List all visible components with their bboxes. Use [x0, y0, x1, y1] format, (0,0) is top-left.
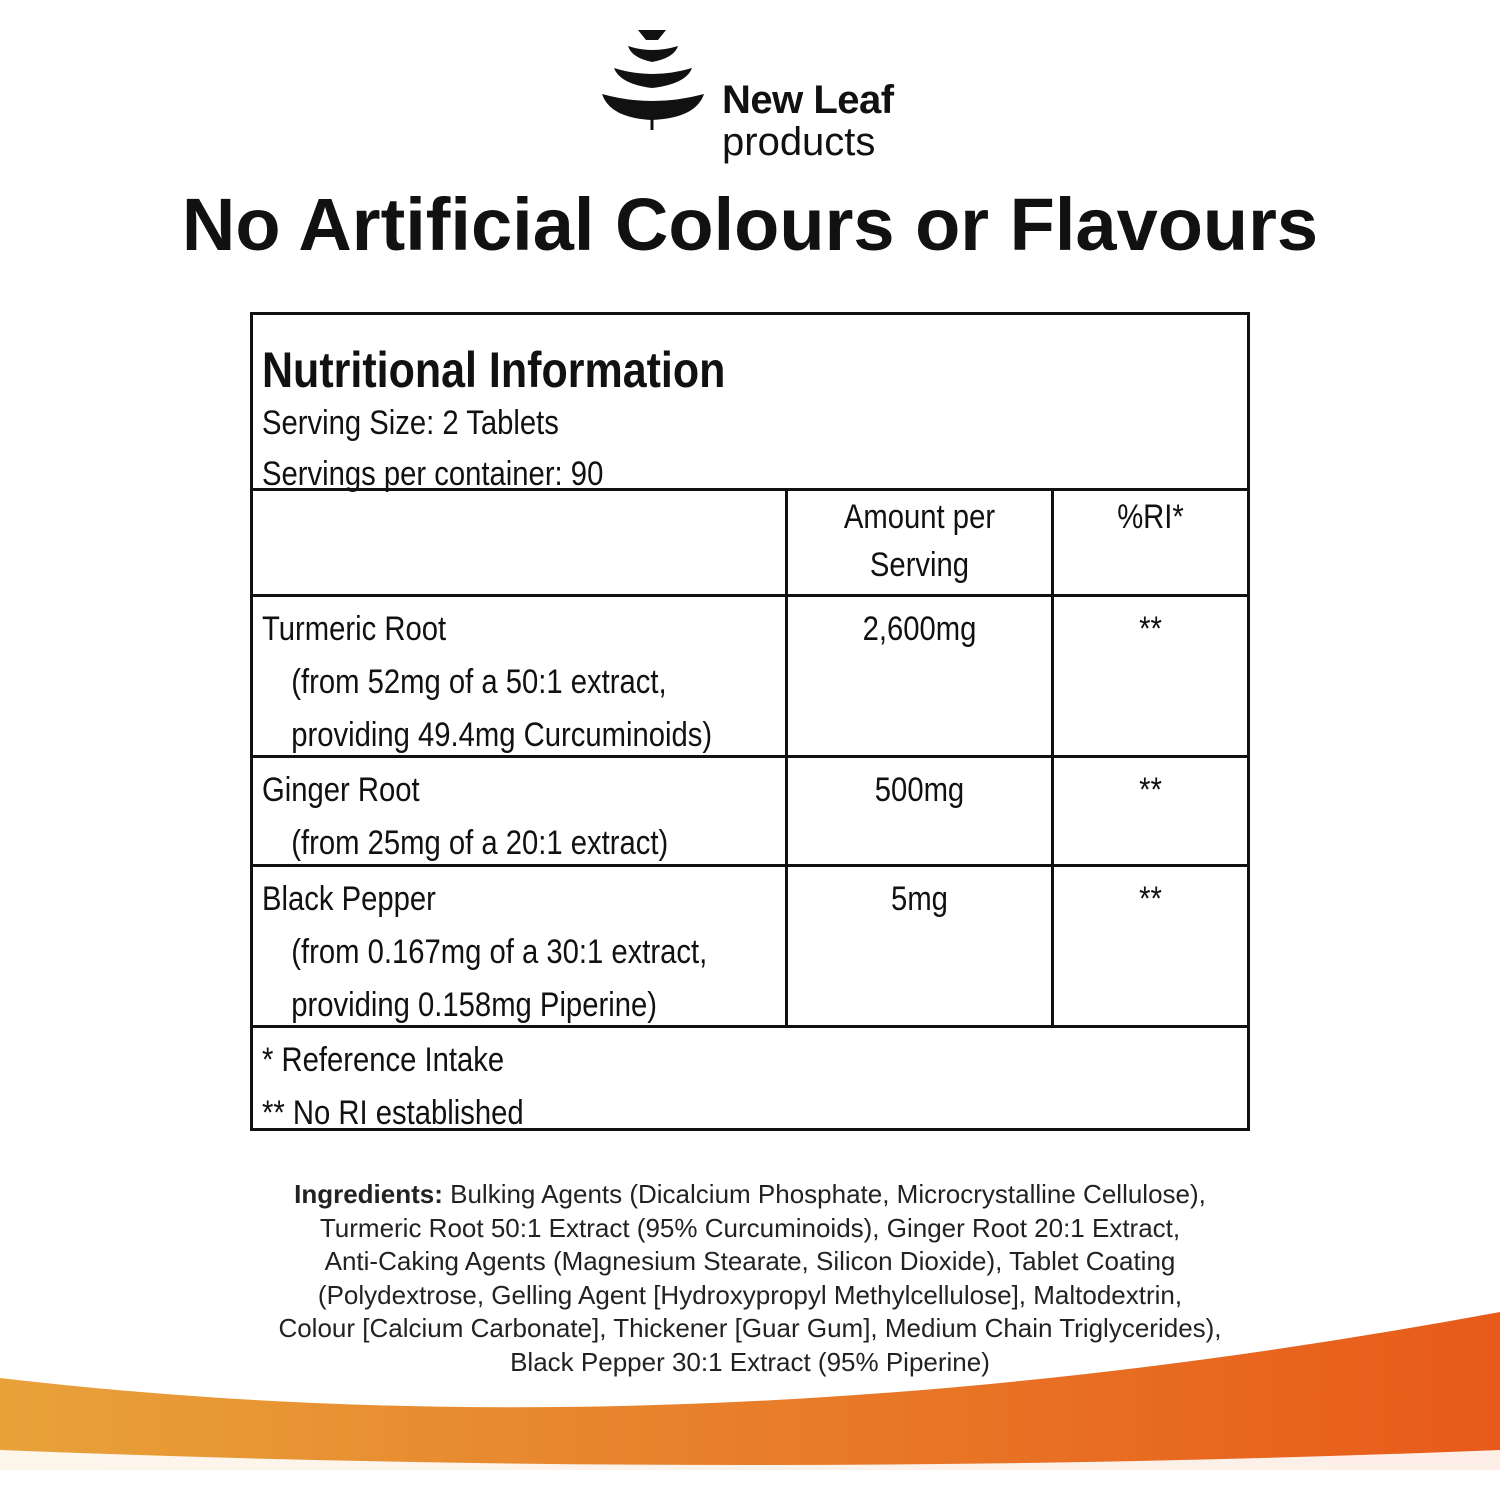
header-cell-name	[253, 491, 788, 594]
table-row	[253, 597, 1247, 758]
amount-cell	[788, 758, 1054, 864]
nutrition-panel	[250, 312, 1250, 1131]
nutrient-detail: providing 49.4mg Curcuminoids)	[291, 716, 713, 754]
brand-logo	[600, 28, 910, 164]
ingredients-line-text: Bulking Agents (Dicalcium Phosphate, Microcrystalline Cellulose),	[442, 1179, 1206, 1209]
ri-value: **	[1139, 610, 1162, 648]
brand-name: New Leaf	[722, 78, 894, 122]
nutrient-cell	[253, 867, 788, 1025]
header-cell-amount	[788, 491, 1054, 594]
header-ri: %RI*	[1117, 498, 1184, 536]
amount-value: 500mg	[874, 771, 965, 809]
nutrient-name: Turmeric Root	[262, 610, 447, 648]
header-cell-ri	[1054, 491, 1247, 594]
decorative-wave	[0, 1290, 1500, 1500]
nutrient-cell	[253, 597, 788, 755]
nutrient-detail: (from 52mg of a 50:1 extract,	[291, 663, 667, 701]
header-amount-line-1: Amount per	[843, 498, 996, 536]
ri-value: **	[1139, 880, 1162, 918]
header-amount-line-2: Serving	[869, 546, 970, 584]
stacked-leaf-tree-icon	[600, 28, 710, 133]
panel-header	[253, 315, 1247, 491]
amount-cell	[788, 597, 1054, 755]
ingredients-line	[150, 1178, 1350, 1212]
ingredients-line: (Polydextrose, Gelling Agent [Hydroxypropyl Methylcellulose], Maltodextrin,	[317, 1279, 1183, 1310]
nutrient-name: Ginger Root	[262, 771, 420, 809]
table-row	[253, 867, 1247, 1028]
ingredients-line: Anti-Caking Agents (Magnesium Stearate, Silicon Dioxide), Tablet Coating	[324, 1246, 1176, 1276]
amount-value: 2,600mg	[862, 610, 977, 648]
amount-value: 5mg	[891, 880, 948, 918]
serving-size: Serving Size: 2 Tablets	[262, 404, 559, 442]
nutrition-table	[253, 491, 1247, 1132]
nutrient-cell	[253, 758, 788, 864]
amount-cell	[788, 867, 1054, 1025]
nutrient-detail: providing 0.158mg Piperine)	[291, 986, 657, 1024]
headline: No Artificial Colours or Flavours	[181, 183, 1319, 266]
ri-cell	[1054, 597, 1247, 755]
ingredients-line: Colour [Calcium Carbonate], Thickener [Guar Gum], Medium Chain Triglycerides),	[278, 1313, 1222, 1343]
ri-cell	[1054, 867, 1247, 1025]
ingredients-line: Black Pepper 30:1 Extract (95% Piperine)	[510, 1346, 990, 1377]
table-header-row	[253, 491, 1247, 597]
nutrient-name: Black Pepper	[262, 880, 436, 918]
footnote-no-ri: ** No RI established	[262, 1094, 524, 1132]
table-row	[253, 758, 1247, 867]
nutrient-detail: (from 25mg of a 20:1 extract)	[291, 824, 669, 862]
brand-subtitle: products	[722, 120, 876, 164]
footnotes	[253, 1028, 1247, 1132]
ingredients-label: Ingredients:	[294, 1179, 443, 1209]
footnote-ri: * Reference Intake	[262, 1041, 505, 1079]
ri-cell	[1054, 758, 1247, 864]
panel-title: Nutritional Information	[262, 342, 726, 398]
ingredients-line: Turmeric Root 50:1 Extract (95% Curcuminoids), Ginger Root 20:1 Extract,	[319, 1212, 1181, 1243]
nutrient-detail: (from 0.167mg of a 30:1 extract,	[291, 933, 708, 971]
servings-per-container: Servings per container: 90	[262, 455, 604, 493]
ri-value: **	[1139, 771, 1162, 809]
